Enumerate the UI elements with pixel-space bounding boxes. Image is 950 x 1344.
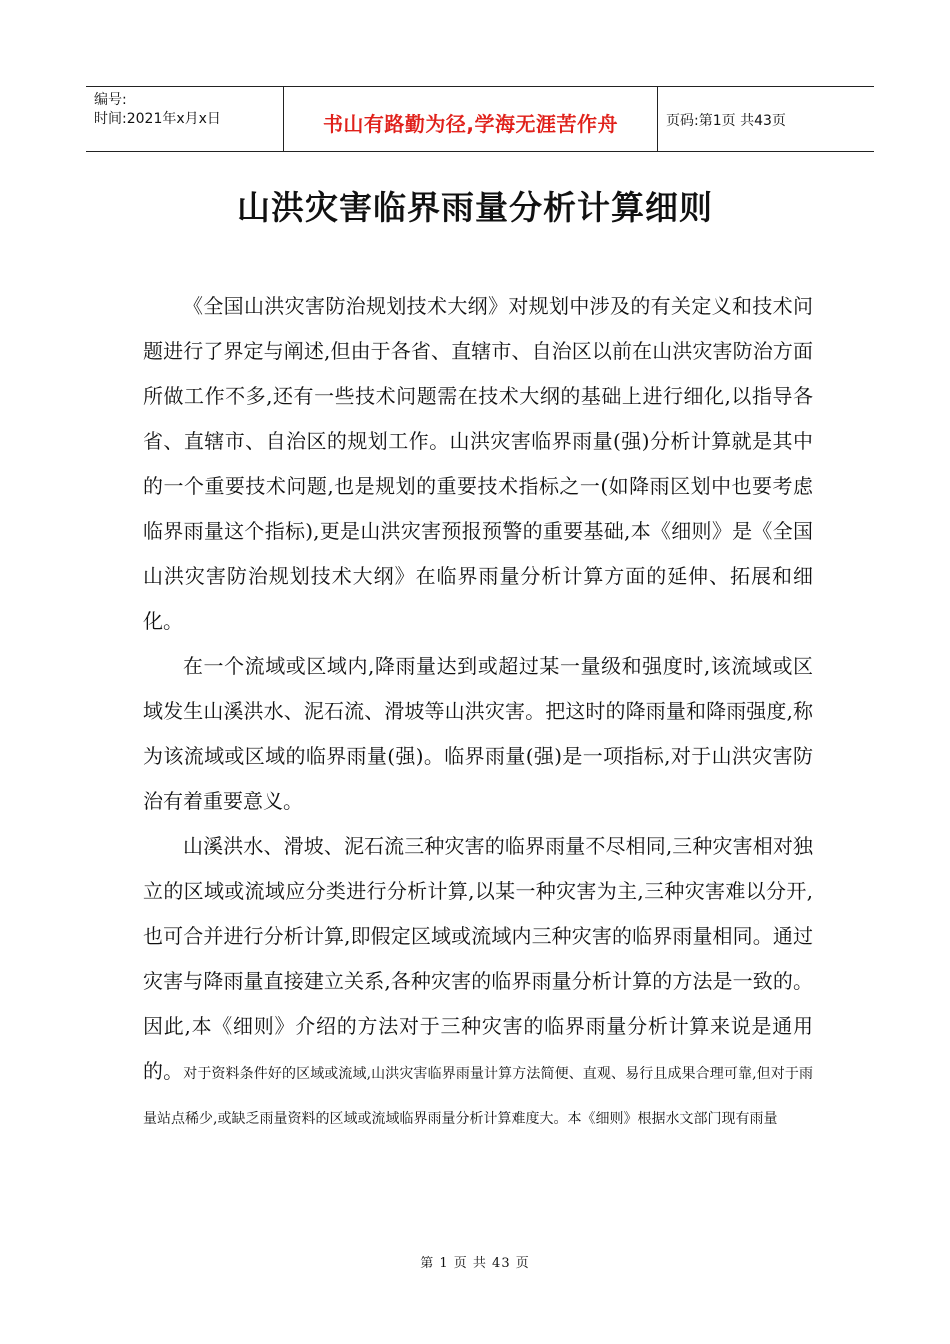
paragraph-3 (143, 824, 813, 1139)
time-label: 时间:2021年x月x日 (94, 111, 221, 127)
number-label: 编号: (94, 92, 127, 108)
header-meta (86, 87, 284, 151)
page-footer: 第 1 页 共 43 页 (420, 1256, 530, 1271)
header-page-info: 页码:第1页 共43页 (666, 113, 786, 129)
document-title: 山洪灾害临界雨量分析计算细则 (237, 188, 713, 227)
document-body (143, 284, 813, 1139)
page-header (86, 86, 874, 152)
paragraph-3-small: 对于资料条件好的区域或流域,山洪灾害临界雨量计算方法简便、直观、易行且成果合理可靠,但对于雨量站点稀少,或缺乏雨量资料的区域或流域临界雨量分析计算难度大。本《细则》根据水文部门现有雨量 (143, 1066, 813, 1127)
paragraph-2: 在一个流域或区域内,降雨量达到或超过某一量级和强度时,该流域或区域发生山溪洪水、泥石流、滑坡等山洪灾害。把这时的降雨量和降雨强度,称为该流域或区域的临界雨量(强)。临界雨量(强)是一项指标,对于山洪灾害防治有着重要意义。 (143, 654, 813, 813)
paragraph-3-main: 山溪洪水、滑坡、泥石流三种灾害的临界雨量不尽相同,三种灾害相对独立的区域或流域应分类进行分析计算,以某一种灾害为主,三种灾害难以分开,也可合并进行分析计算,即假定区域或流域内三种灾害的临界雨量相同。通过灾害与降雨量直接建立关系,各种灾害的临界雨量分析计算的方法是一致的。因此,本《细则》介绍的方法对于三种灾害的临界雨量分析计算来说是通用的。 (143, 834, 813, 1083)
paragraph-1: 《全国山洪灾害防治规划技术大纲》对规划中涉及的有关定义和技术问题进行了界定与阐述,但由于各省、直辖市、自治区以前在山洪灾害防治方面所做工作不多,还有一些技术问题需在技术大纲的基础上进行细化,以指导各省、直辖市、自治区的规划工作。山洪灾害临界雨量(强)分析计算就是其中的一个重要技术问题,也是规划的重要技术指标之一(如降雨区划中也要考虑临界雨量这个指标),更是山洪灾害预报预警的重要基础,本《细则》是《全国山洪灾害防治规划技术大纲》在临界雨量分析计算方面的延伸、拓展和细化。 (143, 294, 813, 633)
header-motto: 书山有路勤为径,学海无涯苦作舟 (284, 87, 658, 151)
